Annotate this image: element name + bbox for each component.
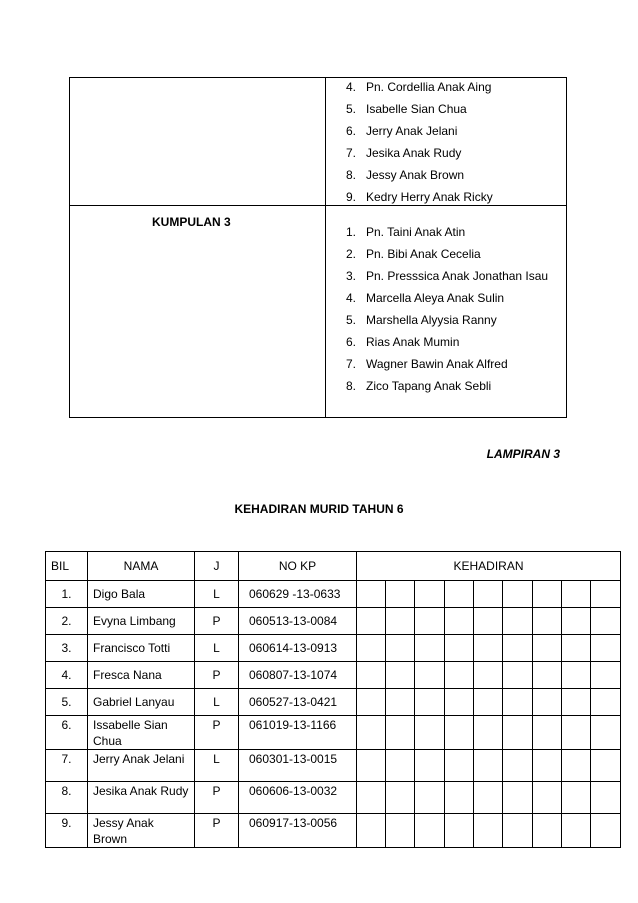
student-name: Gabriel Lanyau	[88, 689, 195, 716]
attendance-checkbox-cell[interactable]	[591, 689, 621, 716]
attendance-checkbox-cell[interactable]	[357, 782, 386, 814]
student-ic-number: 060629 -13-0633	[239, 581, 357, 608]
attendance-row	[46, 608, 621, 635]
attendance-checkbox-cell[interactable]	[591, 716, 621, 750]
member-name: Isabelle Sian Chua	[366, 102, 467, 116]
attendance-body	[46, 581, 621, 848]
header-nama: NAMA	[88, 552, 195, 581]
attendance-checkbox-cell[interactable]	[445, 689, 474, 716]
student-name: Jesika Anak Rudy	[88, 782, 195, 814]
attendance-checkbox-cell[interactable]	[386, 782, 415, 814]
attendance-checkbox-cell[interactable]	[445, 581, 474, 608]
attendance-checkbox-cell[interactable]	[503, 782, 533, 814]
appendix-label: LAMPIRAN 3	[486, 447, 560, 461]
attendance-checkbox-cell[interactable]	[445, 814, 474, 848]
attendance-checkbox-cell[interactable]	[415, 716, 445, 750]
attendance-checkbox-cell[interactable]	[591, 608, 621, 635]
attendance-checkbox-cell[interactable]	[591, 814, 621, 848]
student-name: Issabelle Sian Chua	[88, 716, 195, 750]
kumpulan-3-member-item	[346, 309, 548, 331]
member-number: 5.	[346, 313, 357, 327]
attendance-checkbox-cell[interactable]	[562, 782, 591, 814]
attendance-checkbox-cell[interactable]	[445, 608, 474, 635]
student-ic-number: 060917-13-0056	[239, 814, 357, 848]
attendance-checkbox-cell[interactable]	[533, 814, 562, 848]
attendance-row	[46, 750, 621, 782]
attendance-checkbox-cell[interactable]	[474, 716, 503, 750]
student-gender: P	[195, 662, 239, 689]
member-number: 7.	[346, 357, 357, 371]
attendance-row	[46, 581, 621, 608]
member-number: 5.	[346, 102, 357, 116]
student-name: Jerry Anak Jelani	[88, 750, 195, 782]
attendance-checkbox-cell[interactable]	[562, 581, 591, 608]
attendance-table	[45, 551, 621, 848]
header-bil: BIL	[46, 552, 88, 581]
student-gender: P	[195, 782, 239, 814]
attendance-checkbox-cell[interactable]	[445, 750, 474, 782]
student-gender: P	[195, 814, 239, 848]
row-number: 7.	[46, 750, 88, 782]
attendance-checkbox-cell[interactable]	[386, 689, 415, 716]
attendance-checkbox-cell[interactable]	[533, 608, 562, 635]
attendance-checkbox-cell[interactable]	[474, 782, 503, 814]
attendance-checkbox-cell[interactable]	[562, 716, 591, 750]
attendance-checkbox-cell[interactable]	[503, 608, 533, 635]
kumpulan-3-member-item	[346, 375, 548, 397]
attendance-checkbox-cell[interactable]	[415, 662, 445, 689]
attendance-checkbox-cell[interactable]	[591, 662, 621, 689]
student-ic-number: 060301-13-0015	[239, 750, 357, 782]
attendance-checkbox-cell[interactable]	[591, 750, 621, 782]
attendance-checkbox-cell[interactable]	[503, 581, 533, 608]
attendance-header-row	[46, 552, 621, 581]
attendance-checkbox-cell[interactable]	[474, 814, 503, 848]
header-kehadiran: KEHADIRAN	[357, 552, 621, 581]
attendance-checkbox-cell[interactable]	[357, 608, 386, 635]
student-ic-number: 060807-13-1074	[239, 662, 357, 689]
attendance-checkbox-cell[interactable]	[474, 581, 503, 608]
attendance-checkbox-cell[interactable]	[533, 662, 562, 689]
attendance-checkbox-cell[interactable]	[474, 689, 503, 716]
row-number: 4.	[46, 662, 88, 689]
column-divider	[325, 78, 326, 417]
kumpulan-3-member-item	[346, 353, 548, 375]
member-number: 8.	[346, 168, 357, 182]
member-number: 6.	[346, 335, 357, 349]
attendance-checkbox-cell[interactable]	[591, 635, 621, 662]
attendance-checkbox-cell[interactable]	[503, 662, 533, 689]
attendance-checkbox-cell[interactable]	[415, 689, 445, 716]
kumpulan-3-member-item	[346, 221, 548, 243]
attendance-checkbox-cell[interactable]	[474, 662, 503, 689]
member-name: Pn. Bibi Anak Cecelia	[366, 247, 481, 261]
attendance-checkbox-cell[interactable]	[415, 750, 445, 782]
attendance-checkbox-cell[interactable]	[533, 782, 562, 814]
student-ic-number: 060606-13-0032	[239, 782, 357, 814]
attendance-checkbox-cell[interactable]	[415, 581, 445, 608]
attendance-checkbox-cell[interactable]	[503, 716, 533, 750]
attendance-row	[46, 662, 621, 689]
student-gender: L	[195, 750, 239, 782]
attendance-row	[46, 716, 621, 750]
student-ic-number: 060527-13-0421	[239, 689, 357, 716]
attendance-checkbox-cell[interactable]	[533, 750, 562, 782]
row-number: 5.	[46, 689, 88, 716]
attendance-checkbox-cell[interactable]	[533, 635, 562, 662]
header-j: J	[195, 552, 239, 581]
attendance-checkbox-cell[interactable]	[533, 689, 562, 716]
member-number: 4.	[346, 291, 357, 305]
attendance-checkbox-cell[interactable]	[386, 750, 415, 782]
student-name: Evyna Limbang	[88, 608, 195, 635]
member-name: Wagner Bawin Anak Alfred	[366, 357, 508, 371]
attendance-checkbox-cell[interactable]	[533, 716, 562, 750]
attendance-checkbox-cell[interactable]	[415, 782, 445, 814]
member-number: 1.	[346, 225, 357, 239]
attendance-checkbox-cell[interactable]	[474, 608, 503, 635]
member-name: Kedry Herry Anak Ricky	[366, 190, 493, 204]
row-number: 1.	[46, 581, 88, 608]
attendance-title: KEHADIRAN MURID TAHUN 6	[234, 502, 404, 516]
attendance-checkbox-cell[interactable]	[386, 608, 415, 635]
attendance-row	[46, 814, 621, 848]
attendance-checkbox-cell[interactable]	[503, 689, 533, 716]
attendance-checkbox-cell[interactable]	[503, 750, 533, 782]
member-number: 6.	[346, 124, 357, 138]
previous-group-member-item	[346, 186, 493, 208]
attendance-checkbox-cell[interactable]	[562, 814, 591, 848]
attendance-checkbox-cell[interactable]	[357, 814, 386, 848]
previous-group-member-item	[346, 120, 493, 142]
attendance-checkbox-cell[interactable]	[357, 689, 386, 716]
kumpulan-3-member-item	[346, 243, 548, 265]
attendance-checkbox-cell[interactable]	[357, 581, 386, 608]
attendance-checkbox-cell[interactable]	[503, 635, 533, 662]
kumpulan-3-member-list	[346, 221, 548, 397]
member-name: Zico Tapang Anak Sebli	[366, 379, 492, 393]
previous-group-member-list	[346, 76, 493, 208]
attendance-checkbox-cell[interactable]	[386, 662, 415, 689]
row-number: 3.	[46, 635, 88, 662]
kumpulan-3-member-item	[346, 287, 548, 309]
student-name: Jessy Anak Brown	[88, 814, 195, 848]
attendance-checkbox-cell[interactable]	[562, 750, 591, 782]
member-number: 7.	[346, 146, 357, 160]
attendance-checkbox-cell[interactable]	[562, 608, 591, 635]
attendance-checkbox-cell[interactable]	[533, 581, 562, 608]
attendance-checkbox-cell[interactable]	[357, 716, 386, 750]
previous-group-member-item	[346, 98, 493, 120]
member-number: 8.	[346, 379, 357, 393]
attendance-checkbox-cell[interactable]	[415, 608, 445, 635]
attendance-checkbox-cell[interactable]	[445, 662, 474, 689]
member-number: 2.	[346, 247, 357, 261]
student-gender: L	[195, 635, 239, 662]
member-name: Pn. Presssica Anak Jonathan Isau	[366, 269, 549, 283]
attendance-checkbox-cell[interactable]	[474, 635, 503, 662]
attendance-checkbox-cell[interactable]	[357, 750, 386, 782]
member-number: 4.	[346, 80, 357, 94]
row-number: 2.	[46, 608, 88, 635]
row-number: 8.	[46, 782, 88, 814]
group-table	[69, 77, 567, 418]
attendance-row	[46, 635, 621, 662]
attendance-checkbox-cell[interactable]	[474, 750, 503, 782]
student-gender: P	[195, 716, 239, 750]
attendance-checkbox-cell[interactable]	[357, 662, 386, 689]
member-name: Marcella Aleya Anak Sulin	[366, 291, 505, 305]
kumpulan-3-member-item	[346, 265, 548, 287]
member-name: Jesika Anak Rudy	[366, 146, 462, 160]
previous-group-member-item	[346, 164, 493, 186]
previous-group-member-item	[346, 76, 493, 98]
group-label-kumpulan-3: KUMPULAN 3	[152, 215, 231, 229]
member-number: 3.	[346, 269, 357, 283]
attendance-checkbox-cell[interactable]	[415, 635, 445, 662]
student-ic-number: 060513-13-0084	[239, 608, 357, 635]
attendance-row	[46, 689, 621, 716]
student-gender: L	[195, 689, 239, 716]
member-name: Jessy Anak Brown	[366, 168, 465, 182]
row-number: 6.	[46, 716, 88, 750]
attendance-checkbox-cell[interactable]	[445, 635, 474, 662]
student-name: Fresca Nana	[88, 662, 195, 689]
student-name: Digo Bala	[88, 581, 195, 608]
attendance-checkbox-cell[interactable]	[357, 635, 386, 662]
student-ic-number: 060614-13-0913	[239, 635, 357, 662]
attendance-checkbox-cell[interactable]	[386, 581, 415, 608]
student-gender: L	[195, 581, 239, 608]
member-name: Marshella Alyysia Ranny	[366, 313, 497, 327]
attendance-checkbox-cell[interactable]	[445, 716, 474, 750]
student-name: Francisco Totti	[88, 635, 195, 662]
student-gender: P	[195, 608, 239, 635]
member-name: Pn. Taini Anak Atin	[366, 225, 466, 239]
attendance-checkbox-cell[interactable]	[591, 782, 621, 814]
previous-group-member-item	[346, 142, 493, 164]
member-name: Rias Anak Mumin	[366, 335, 460, 349]
attendance-checkbox-cell[interactable]	[386, 635, 415, 662]
member-name: Jerry Anak Jelani	[366, 124, 458, 138]
attendance-checkbox-cell[interactable]	[562, 689, 591, 716]
attendance-checkbox-cell[interactable]	[562, 662, 591, 689]
student-ic-number: 061019-13-1166	[239, 716, 357, 750]
header-nokp: NO KP	[239, 552, 357, 581]
attendance-checkbox-cell[interactable]	[386, 814, 415, 848]
attendance-checkbox-cell[interactable]	[503, 814, 533, 848]
attendance-checkbox-cell[interactable]	[591, 581, 621, 608]
attendance-checkbox-cell[interactable]	[445, 782, 474, 814]
member-name: Pn. Cordellia Anak Aing	[366, 80, 492, 94]
attendance-checkbox-cell[interactable]	[386, 716, 415, 750]
attendance-row	[46, 782, 621, 814]
row-number: 9.	[46, 814, 88, 848]
attendance-checkbox-cell[interactable]	[415, 814, 445, 848]
attendance-checkbox-cell[interactable]	[562, 635, 591, 662]
kumpulan-3-member-item	[346, 331, 548, 353]
member-number: 9.	[346, 190, 357, 204]
